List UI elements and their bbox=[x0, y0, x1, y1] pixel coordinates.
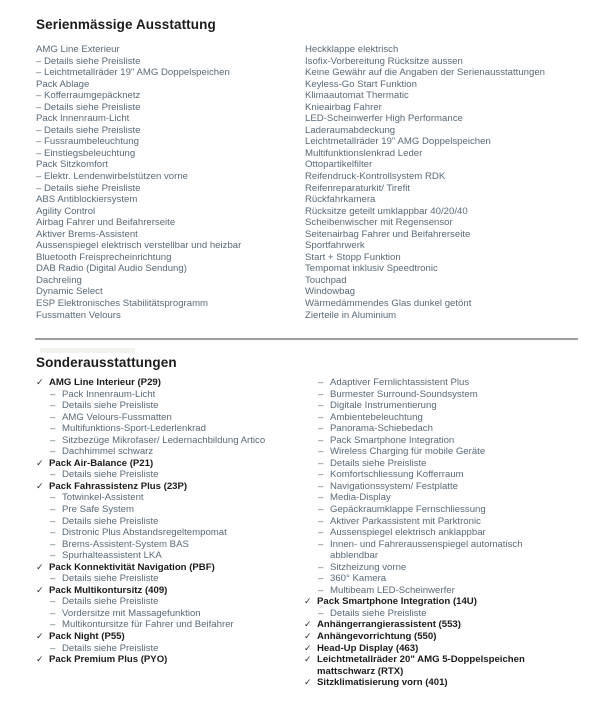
dash-icon: – bbox=[318, 411, 324, 423]
equipment-item: Reifenreparaturkit/ Tirefit bbox=[305, 182, 411, 194]
pack-item-label: Pack Smartphone Integration (14U) bbox=[317, 596, 477, 608]
dash-icon: – bbox=[50, 423, 56, 435]
equipment-item: Start + Stopp Funktion bbox=[305, 251, 401, 263]
pack-sub-item-label: Adaptiver Fernlichtassistent Plus bbox=[330, 377, 470, 388]
pack-sub-item bbox=[36, 504, 304, 516]
equipment-item: Zierteile in Aluminium bbox=[305, 309, 397, 321]
pack-sub-item bbox=[36, 643, 304, 655]
equipment-item: Scheibenwischer mit Regensensor bbox=[305, 217, 453, 229]
pack-sub-item-label: Details siehe Preisliste bbox=[62, 469, 159, 481]
pack-sub-item-label: Spurhalteassistent LKA bbox=[62, 550, 162, 562]
pack-sub-item bbox=[36, 608, 304, 620]
pack-item bbox=[304, 631, 570, 643]
pack-item-label: Pack Premium Plus (PYO) bbox=[49, 654, 168, 666]
check-icon: ✓ bbox=[36, 654, 44, 665]
dash-icon: – bbox=[318, 515, 324, 527]
pack-sub-item-label: Details siehe Preisliste bbox=[62, 596, 159, 608]
check-icon: ✓ bbox=[36, 480, 44, 491]
equipment-item: Heckklappe elektrisch bbox=[305, 44, 399, 55]
check-icon: ✓ bbox=[36, 457, 44, 468]
dash-icon: – bbox=[318, 492, 324, 504]
dash-icon: – bbox=[50, 411, 56, 423]
pack-sub-item bbox=[36, 596, 304, 608]
dash-icon: – bbox=[50, 596, 56, 608]
pack-sub-item-label: Ambientebeleuchtung bbox=[330, 411, 423, 423]
pack-item-label: Pack Air-Balance (P21) bbox=[49, 457, 154, 469]
pack-sub-item-label: Aktiver Parkassistent mit Parktronic bbox=[330, 515, 481, 527]
pack-sub-item-label: Pre Safe System bbox=[62, 504, 134, 516]
pack-sub-item-label: Pack Innenraum-Licht bbox=[62, 388, 156, 400]
equipment-item: – Leichtmetallräder 19" AMG Doppelspeichen bbox=[36, 67, 230, 79]
pack-sub-item-label: Panorama-Schiebedach bbox=[330, 423, 433, 435]
dash-icon: – bbox=[50, 515, 56, 527]
pack-sub-item-label: Vordersitze mit Massagefunktion bbox=[62, 607, 201, 619]
equipment-item: Pack Innenraum-Licht bbox=[36, 113, 130, 125]
dash-icon: – bbox=[318, 434, 324, 446]
pack-sub-item bbox=[304, 527, 570, 539]
pack-sub-item-label: Innen- und Fahreraussenspiegel automatisch abblendbar bbox=[330, 538, 523, 562]
equipment-item: Knieairbag Fahrer bbox=[305, 101, 382, 113]
pack-item-label: Sitzklimatisierung vorn (401) bbox=[317, 677, 448, 689]
pack-item-label: Anhängevorrichtung (550) bbox=[317, 631, 437, 643]
equipment-item: Airbag Fahrer und Beifahrerseite bbox=[36, 217, 176, 229]
pack-sub-item bbox=[36, 423, 304, 435]
equipment-item: Pack Ablage bbox=[36, 78, 90, 90]
dash-icon: – bbox=[318, 538, 324, 550]
dash-icon: – bbox=[318, 480, 324, 492]
check-icon: ✓ bbox=[304, 677, 312, 688]
pack-sub-item-label: Wireless Charging für mobile Geräte bbox=[330, 446, 486, 458]
check-icon: ✓ bbox=[36, 631, 44, 642]
pack-item-label: Pack Night (P55) bbox=[49, 631, 125, 643]
equipment-item: Sportfahrwerk bbox=[305, 240, 365, 252]
pack-sub-item-label: Burmester Surround-Soundsystem bbox=[330, 388, 478, 400]
pack-sub-item bbox=[304, 585, 570, 597]
pack-sub-item-label: Aussenspiegel elektrisch anklappbar bbox=[330, 527, 486, 539]
equipment-item: Bluetooth Freisprecheinrichtung bbox=[36, 251, 172, 263]
pack-sub-item-label: Brems-Assistent-System BAS bbox=[62, 538, 189, 550]
equipment-item: Laderaumabdeckung bbox=[305, 124, 396, 136]
equipment-item: – Kofferraumgepäcknetz bbox=[36, 90, 141, 102]
equipment-item: – Details siehe Preisliste bbox=[36, 124, 141, 136]
equipment-item: Aussenspiegel elektrisch verstellbar und heizbar bbox=[36, 240, 242, 252]
dash-icon: – bbox=[50, 504, 56, 516]
pack-sub-item-label: Details siehe Preisliste bbox=[330, 607, 427, 619]
pack-sub-item-label: Gepäckraumklappe Fernschliessung bbox=[330, 504, 486, 516]
dash-icon: – bbox=[318, 573, 324, 585]
dash-icon: – bbox=[50, 607, 56, 619]
equipment-item: Agility Control bbox=[36, 205, 96, 217]
pack-sub-item-label: Media-Display bbox=[330, 492, 391, 504]
pack-sub-item bbox=[36, 492, 304, 504]
pack-sub-item-label: Navigationssystem/ Festplatte bbox=[330, 480, 458, 492]
pack-sub-item-label: Details siehe Preisliste bbox=[62, 573, 159, 585]
dash-icon: – bbox=[318, 446, 324, 458]
check-icon: ✓ bbox=[36, 377, 44, 387]
pack-item-label: Pack Konnektivität Navigation (PBF) bbox=[49, 561, 215, 573]
pack-item bbox=[304, 596, 570, 608]
dash-icon: – bbox=[318, 400, 324, 412]
pack-sub-item bbox=[36, 573, 304, 585]
pack-sub-item bbox=[304, 516, 570, 528]
pack-item bbox=[36, 654, 304, 666]
pack-sub-item bbox=[304, 458, 570, 470]
equipment-item: Seitenairbag Fahrer und Beifahrerseite bbox=[305, 228, 471, 240]
equipment-item: Keyless-Go Start Funktion bbox=[305, 78, 417, 90]
dash-icon: – bbox=[50, 400, 56, 412]
equipment-item: Pack Sitzkomfort bbox=[36, 159, 108, 171]
pack-item bbox=[36, 631, 304, 643]
dash-icon: – bbox=[318, 607, 324, 619]
scan-artifact bbox=[40, 348, 135, 353]
dash-icon: – bbox=[50, 573, 56, 585]
pack-item-label: AMG Line Interieur (P29) bbox=[49, 377, 161, 388]
pack-sub-item bbox=[36, 539, 304, 551]
pack-sub-item-label: Distronic Plus Abstandsregeltempomat bbox=[62, 527, 227, 539]
pack-sub-item bbox=[36, 550, 304, 562]
equipment-item: Windowbag bbox=[305, 286, 356, 298]
dash-icon: – bbox=[318, 377, 324, 388]
pack-item bbox=[304, 677, 570, 689]
pack-sub-item-label: Multifunktions-Sport-Lederlenkrad bbox=[62, 423, 206, 435]
pack-item bbox=[36, 458, 304, 470]
dash-icon: – bbox=[318, 561, 324, 573]
equipment-item: Keine Gewähr auf die Angaben der Serienausstattungen bbox=[305, 67, 546, 79]
pack-sub-item-label: Multikontursitze für Fahrer und Beifahrer bbox=[62, 619, 234, 631]
dash-icon: – bbox=[50, 527, 56, 539]
pack-sub-item bbox=[36, 412, 304, 424]
dash-icon: – bbox=[50, 469, 56, 481]
equipment-item: Rückfahrkamera bbox=[305, 194, 376, 206]
pack-sub-item-label: 360° Kamera bbox=[330, 573, 387, 585]
pack-item bbox=[36, 585, 304, 597]
standard-equipment-title: Serienmässige Ausstattung bbox=[36, 17, 216, 32]
dash-icon: – bbox=[50, 434, 56, 446]
dash-icon: – bbox=[318, 584, 324, 596]
pack-sub-item bbox=[36, 619, 304, 631]
pack-sub-item bbox=[36, 435, 304, 447]
optional-equipment-right-column bbox=[304, 377, 570, 689]
equipment-item: – Details siehe Preisliste bbox=[36, 101, 141, 113]
equipment-item: – Fussraumbeleuchtung bbox=[36, 136, 139, 148]
equipment-item: – Elektr. Lendenwirbelstützen vorne bbox=[36, 171, 188, 183]
standard-equipment-left-column bbox=[36, 44, 298, 321]
equipment-item: Leichtmetallräder 19" AMG Doppelspeichen bbox=[305, 136, 491, 148]
equipment-item: Dachreling bbox=[36, 274, 82, 286]
dash-icon: – bbox=[50, 619, 56, 631]
standard-equipment-right-column bbox=[305, 44, 601, 321]
check-icon: ✓ bbox=[304, 619, 312, 630]
equipment-item: Klimaautomat Thermatic bbox=[305, 90, 409, 102]
pack-sub-item bbox=[304, 400, 570, 412]
pack-sub-item bbox=[304, 562, 570, 574]
equipment-item: Reifendruck-Kontrollsystem RDK bbox=[305, 171, 446, 183]
pack-item-label: Pack Multikontursitz (409) bbox=[49, 584, 168, 596]
pack-sub-item bbox=[36, 516, 304, 528]
check-icon: ✓ bbox=[36, 584, 44, 595]
equipment-item: Fussmatten Velours bbox=[36, 309, 121, 321]
pack-sub-item-label: Totwinkel-Assistent bbox=[62, 492, 144, 504]
pack-item-label: Anhängerrangierassistent (553) bbox=[317, 619, 461, 631]
dash-icon: – bbox=[318, 457, 324, 469]
pack-sub-item bbox=[304, 412, 570, 424]
equipment-item: – Details siehe Preisliste bbox=[36, 55, 141, 67]
pack-sub-item-label: Details siehe Preisliste bbox=[330, 457, 427, 469]
pack-sub-item-label: Dachhimmel schwarz bbox=[62, 446, 154, 458]
dash-icon: – bbox=[318, 388, 324, 400]
equipment-item: AMG Line Exterieur bbox=[36, 44, 120, 55]
dash-icon: – bbox=[318, 527, 324, 539]
pack-sub-item bbox=[304, 492, 570, 504]
equipment-item: ABS Antiblockiersystem bbox=[36, 194, 138, 206]
pack-sub-item-label: AMG Velours-Fussmatten bbox=[62, 411, 172, 423]
equipment-item: DAB Radio (Digital Audio Sendung) bbox=[36, 263, 187, 275]
pack-sub-item bbox=[36, 527, 304, 539]
equipment-item: Multifunktionslenkrad Leder bbox=[305, 147, 423, 159]
equipment-item: Rücksitze geteilt umklappbar 40/20/40 bbox=[305, 205, 468, 217]
dash-icon: – bbox=[50, 550, 56, 562]
dash-icon: – bbox=[318, 504, 324, 516]
pack-item-label: Head-Up Display (463) bbox=[317, 642, 419, 654]
dash-icon: – bbox=[318, 469, 324, 481]
dash-icon: – bbox=[318, 423, 324, 435]
pack-sub-item bbox=[304, 469, 570, 481]
pack-sub-item-label: Digitale Instrumentierung bbox=[330, 400, 437, 412]
pack-sub-item bbox=[304, 608, 570, 620]
equipment-item: – Details siehe Preisliste bbox=[36, 182, 141, 194]
dash-icon: – bbox=[50, 538, 56, 550]
equipment-item: Touchpad bbox=[305, 274, 347, 286]
equipment-item: LED-Scheinwerfer High Performance bbox=[305, 113, 463, 125]
equipment-item: – Einstiegsbeleuchtung bbox=[36, 147, 136, 159]
section-divider bbox=[35, 338, 578, 340]
check-icon: ✓ bbox=[304, 596, 312, 607]
equipment-item: Aktiver Brems-Assistent bbox=[36, 228, 138, 240]
pack-item bbox=[36, 562, 304, 574]
equipment-item: Ottopartikelfilter bbox=[305, 159, 373, 171]
pack-sub-item-label: Sitzheizung vorne bbox=[330, 561, 407, 573]
equipment-item: ESP Elektronisches Stabilitätsprogramm bbox=[36, 298, 209, 310]
pack-sub-item bbox=[304, 423, 570, 435]
pack-sub-item bbox=[36, 389, 304, 401]
pack-sub-item-label: Komfortschliessung Kofferraum bbox=[330, 469, 464, 481]
equipment-item: Dynamic Select bbox=[36, 286, 103, 298]
dash-icon: – bbox=[50, 388, 56, 400]
pack-item bbox=[304, 619, 570, 631]
equipment-item: Isofix-Vorbereitung Rücksitze aussen bbox=[305, 55, 463, 67]
pack-item bbox=[304, 654, 570, 677]
optional-equipment-title: Sonderausstattungen bbox=[36, 355, 177, 370]
pack-sub-item bbox=[304, 539, 570, 562]
pack-sub-item bbox=[36, 469, 304, 481]
check-icon: ✓ bbox=[304, 631, 312, 642]
pack-sub-item-label: Multibeam LED-Scheinwerfer bbox=[330, 584, 455, 596]
pack-item-label: Leichtmetallräder 20" AMG 5-Doppelspeichen mattschwarz (RTX) bbox=[317, 654, 525, 677]
equipment-item: Wärmedämmendes Glas dunkel getönt bbox=[305, 298, 472, 310]
equipment-item: Tempomat inklusiv Speedtronic bbox=[305, 263, 438, 275]
pack-sub-item bbox=[304, 481, 570, 493]
pack-item bbox=[36, 377, 304, 389]
pack-item-label: Pack Fahrassistenz Plus (23P) bbox=[49, 480, 188, 492]
check-icon: ✓ bbox=[304, 642, 312, 653]
pack-sub-item bbox=[304, 446, 570, 458]
pack-item bbox=[36, 481, 304, 493]
pack-sub-item-label: Pack Smartphone Integration bbox=[330, 434, 455, 446]
pack-sub-item-label: Sitzbezüge Mikrofaser/ Ledernachbildung Artico bbox=[62, 434, 266, 446]
pack-sub-item bbox=[36, 446, 304, 458]
pack-sub-item-label: Details siehe Preisliste bbox=[62, 515, 159, 527]
optional-equipment-left-column bbox=[36, 377, 304, 666]
pack-sub-item bbox=[36, 400, 304, 412]
pack-sub-item-label: Details siehe Preisliste bbox=[62, 642, 159, 654]
pack-sub-item bbox=[304, 389, 570, 401]
pack-item bbox=[304, 643, 570, 655]
check-icon: ✓ bbox=[36, 561, 44, 572]
pack-sub-item bbox=[304, 377, 570, 389]
pack-sub-item bbox=[304, 504, 570, 516]
dash-icon: – bbox=[50, 446, 56, 458]
pack-sub-item bbox=[304, 573, 570, 585]
pack-sub-item-label: Details siehe Preisliste bbox=[62, 400, 159, 412]
dash-icon: – bbox=[50, 642, 56, 654]
check-icon: ✓ bbox=[304, 654, 312, 665]
dash-icon: – bbox=[50, 492, 56, 504]
pack-sub-item bbox=[304, 435, 570, 447]
